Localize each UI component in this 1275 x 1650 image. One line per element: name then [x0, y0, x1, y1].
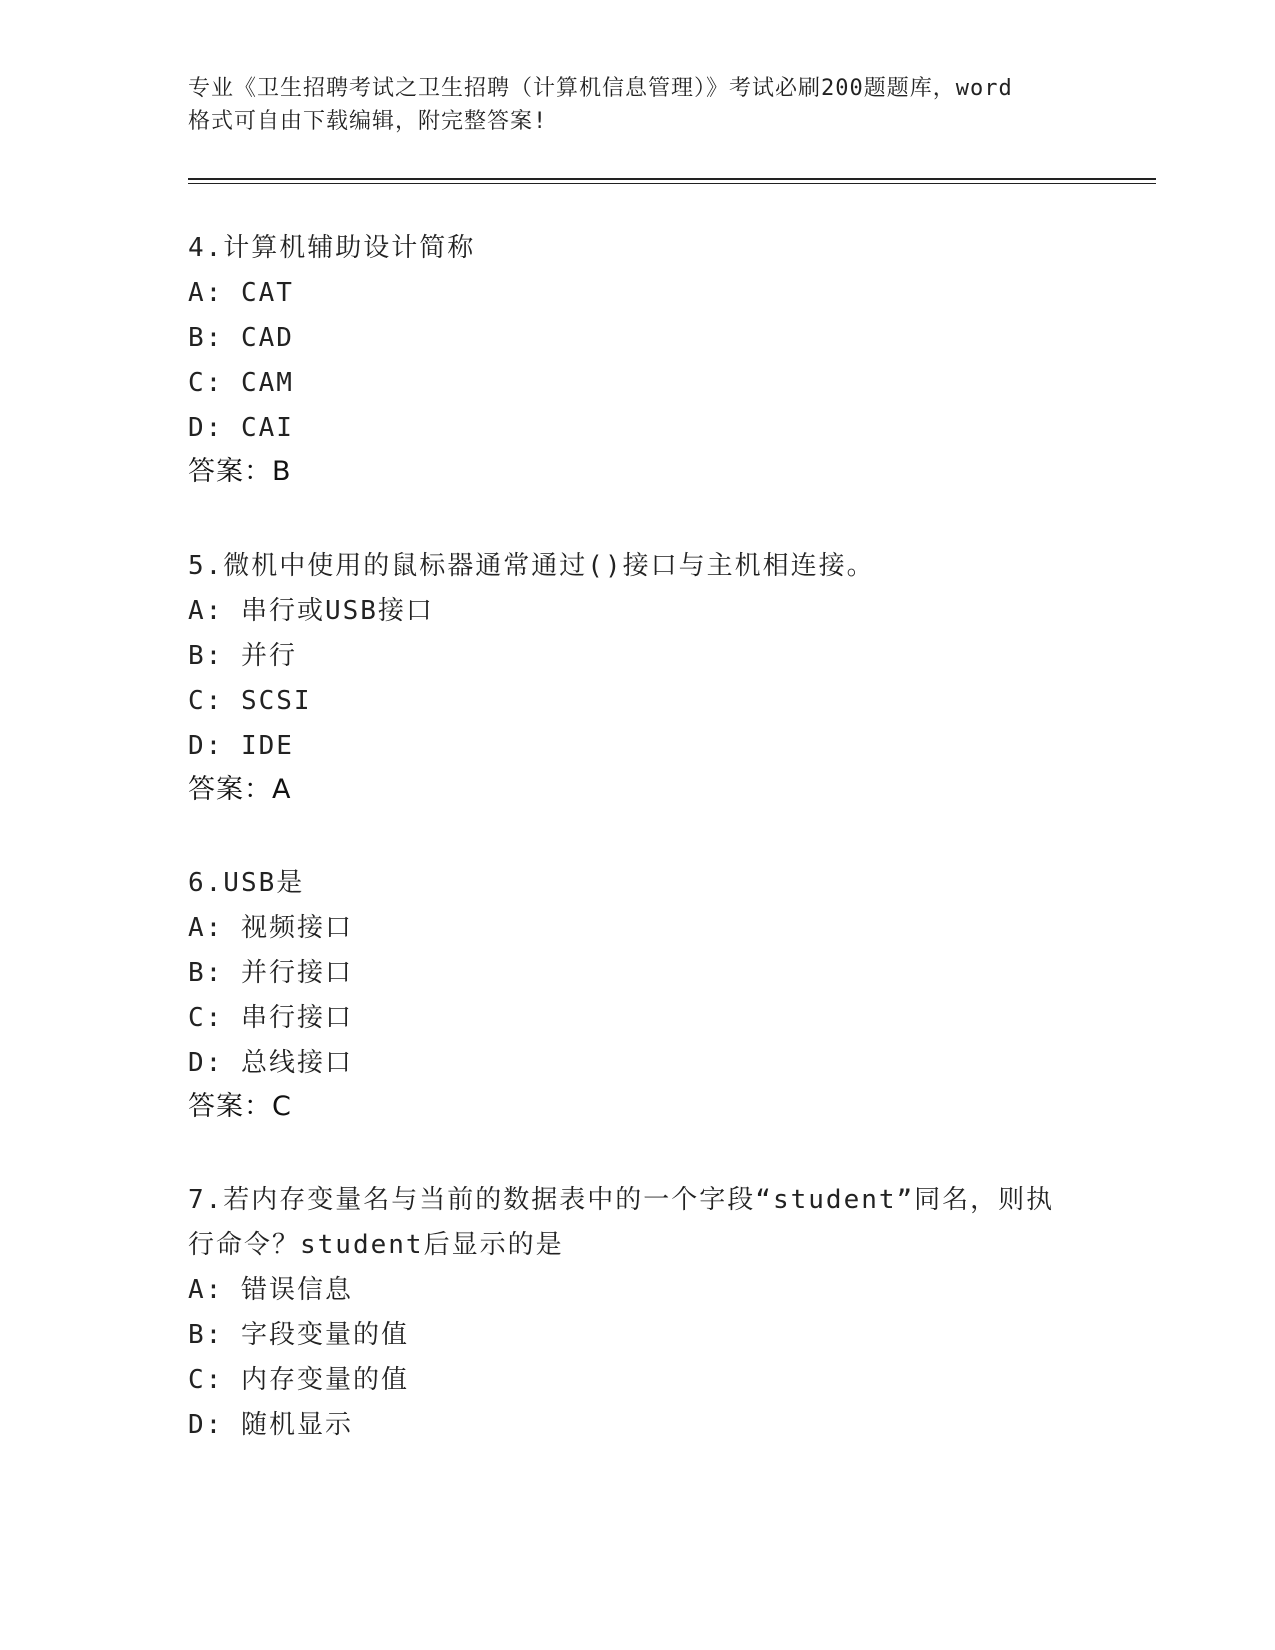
option-d: D: 总线接口	[188, 1048, 353, 1078]
answer: 答案：C	[188, 1091, 292, 1122]
option-a: A: 视频接口	[188, 913, 353, 943]
option-c: C: 内存变量的值	[188, 1365, 409, 1395]
header-divider-thin	[188, 183, 1156, 184]
option-b: B: 字段变量的值	[188, 1320, 409, 1350]
option-a: A: 错误信息	[188, 1275, 353, 1305]
option-c: C: CAM	[188, 368, 294, 398]
question-4	[188, 226, 1088, 493]
question-7	[188, 1178, 1088, 1448]
question-title-line-1: 7.若内存变量名与当前的数据表中的一个字段“student”同名，则执	[188, 1185, 1055, 1215]
option-b: B: 并行	[188, 641, 297, 671]
option-d: D: 随机显示	[188, 1410, 353, 1440]
header-line-2: 格式可自由下载编辑，附完整答案!	[188, 109, 548, 134]
question-title: 5.微机中使用的鼠标器通常通过()接口与主机相连接。	[188, 551, 875, 581]
answer: 答案：A	[188, 774, 292, 805]
header-divider-thick	[188, 178, 1156, 180]
answer: 答案：B	[188, 456, 292, 487]
question-title: 6.USB是	[188, 868, 305, 898]
option-d: D: IDE	[188, 731, 294, 761]
option-a: A: CAT	[188, 278, 294, 308]
option-c: C: SCSI	[188, 686, 312, 716]
question-title-line-2: 行命令？student后显示的是	[188, 1230, 564, 1260]
header-line-1: 专业《卫生招聘考试之卫生招聘（计算机信息管理）》考试必刷200题题库，word	[188, 76, 1013, 101]
document-header	[188, 72, 1088, 138]
question-6	[188, 861, 1088, 1128]
option-a: A: 串行或USB接口	[188, 596, 434, 626]
question-5	[188, 544, 1088, 811]
question-title: 4.计算机辅助设计简称	[188, 233, 476, 263]
option-d: D: CAI	[188, 413, 294, 443]
option-b: B: CAD	[188, 323, 294, 353]
option-b: B: 并行接口	[188, 958, 353, 988]
option-c: C: 串行接口	[188, 1003, 353, 1033]
